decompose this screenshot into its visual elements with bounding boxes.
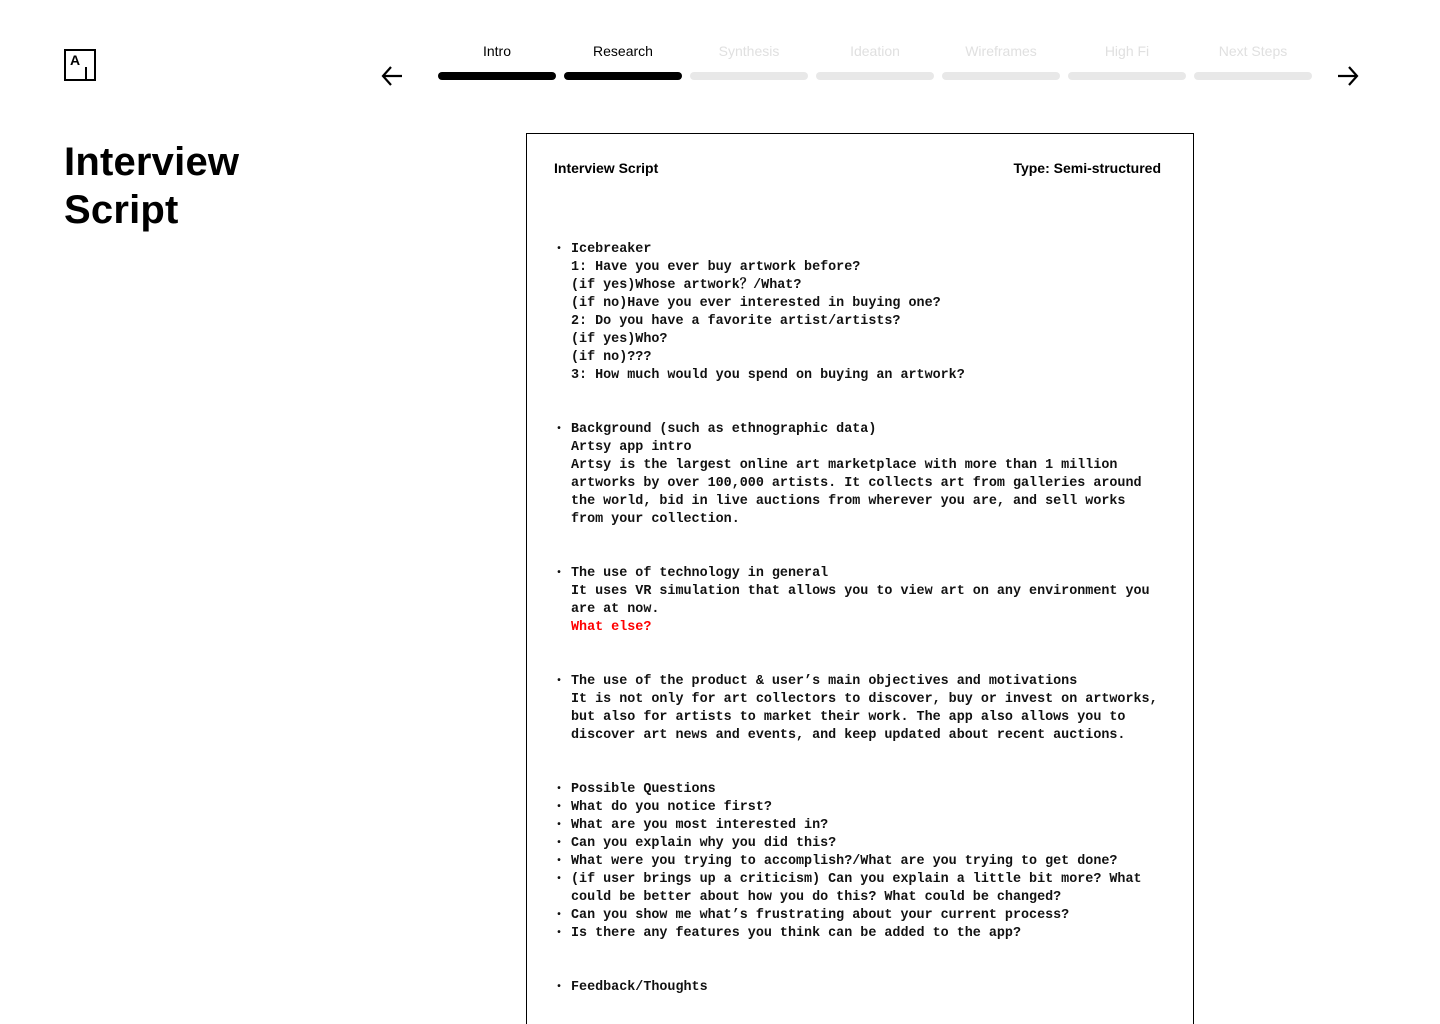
text-line: but also for artists to market their work. The app also allows you to — [571, 710, 1126, 725]
brand-logo[interactable] — [64, 49, 96, 81]
section-product — [556, 673, 1176, 745]
previous-arrow-icon[interactable] — [379, 63, 405, 89]
question-item: • What do you notice first? — [556, 799, 1176, 817]
section-heading: • The use of technology in general — [556, 565, 1176, 583]
text-line: discover art news and events, and keep updated about recent auctions. — [571, 728, 1126, 743]
text-line: It uses VR simulation that allows you to view art on any environment you — [571, 584, 1150, 599]
step-high-fi[interactable] — [1068, 43, 1186, 83]
text-line: (if no)??? — [571, 350, 652, 365]
step-progress-bar — [816, 72, 934, 80]
step-progress-bar — [438, 72, 556, 80]
question-item: • Is there any features you think can be added to the app? — [556, 925, 1176, 943]
step-progress-bar — [1068, 72, 1186, 80]
section-technology — [556, 565, 1176, 637]
text-line: (if no)Have you ever interested in buying one? — [571, 296, 941, 311]
text-line: Artsy is the largest online art marketplace with more than 1 million — [571, 458, 1118, 473]
question-item: • Can you explain why you did this? — [556, 835, 1176, 853]
document-body — [556, 241, 1176, 1024]
step-label: Synthesis — [718, 43, 780, 59]
page-title-line: Interview — [64, 140, 240, 184]
step-label: High Fi — [1104, 43, 1150, 59]
highlighted-note: What else? — [571, 620, 652, 635]
section-heading: • Background (such as ethnographic data) — [556, 421, 1176, 439]
section-feedback — [556, 979, 1176, 997]
section-heading: • The use of the product & user’s main objectives and motivations — [556, 673, 1176, 691]
question-item: • (if user brings up a criticism) Can you explain a little bit more? What — [556, 871, 1176, 889]
text-line: It is not only for art collectors to discover, buy or invest on artworks, — [571, 692, 1158, 707]
question-item: • Can you show me what’s frustrating about your current process? — [556, 907, 1176, 925]
question-item: • What were you trying to accomplish?/What are you trying to get done? — [556, 853, 1176, 871]
step-progress-bar — [942, 72, 1060, 80]
step-progress-bar — [1194, 72, 1312, 80]
section-icebreaker — [556, 241, 1176, 385]
text-line: artworks by over 100,000 artists. It collects art from galleries around — [571, 476, 1142, 491]
logo-letter: A — [70, 52, 81, 68]
step-next-steps[interactable] — [1194, 43, 1312, 83]
section-heading: • Icebreaker — [556, 241, 1176, 259]
text-line: 1: Have you ever buy artwork before? — [571, 260, 861, 275]
document-type: Type: Semi-structured — [1013, 160, 1161, 176]
section-heading: • Possible Questions — [556, 781, 1176, 799]
text-line: 2: Do you have a favorite artist/artists? — [571, 314, 901, 329]
text-line: are at now. — [571, 602, 660, 617]
next-arrow-icon[interactable] — [1335, 63, 1361, 89]
section-background — [556, 421, 1176, 529]
step-label: Next Steps — [1218, 43, 1288, 59]
step-label: Research — [593, 43, 653, 59]
text-line: from your collection. — [571, 512, 740, 527]
question-item: • What are you most interested in? — [556, 817, 1176, 835]
step-research[interactable] — [564, 43, 682, 83]
interview-script-document — [526, 133, 1194, 1024]
step-progress-bar — [690, 72, 808, 80]
step-progress-bar — [564, 72, 682, 80]
text-line: Artsy app intro — [571, 440, 692, 455]
text-line: the world, bid in live auctions from wherever you are, and sell works — [571, 494, 1126, 509]
step-intro[interactable] — [438, 43, 556, 83]
text-line: 3: How much would you spend on buying an artwork? — [571, 368, 965, 383]
document-title: Interview Script — [554, 160, 659, 176]
page-title-line: Script — [64, 188, 179, 232]
step-ideation[interactable] — [816, 43, 934, 83]
text-line: (if yes)Whose artwork？/What? — [571, 278, 802, 293]
step-synthesis[interactable] — [690, 43, 808, 83]
step-label: Intro — [482, 43, 511, 59]
step-wireframes[interactable] — [942, 43, 1060, 83]
step-label: Wireframes — [965, 43, 1037, 59]
page-title — [64, 138, 239, 234]
text-line: (if yes)Who? — [571, 332, 668, 347]
step-label: Ideation — [850, 43, 900, 59]
logo-mark — [85, 67, 87, 79]
section-questions — [556, 781, 1176, 943]
section-heading: • Feedback/Thoughts — [556, 979, 1176, 997]
question-item-continuation: could be better about how you do this? What could be changed? — [571, 890, 1062, 905]
